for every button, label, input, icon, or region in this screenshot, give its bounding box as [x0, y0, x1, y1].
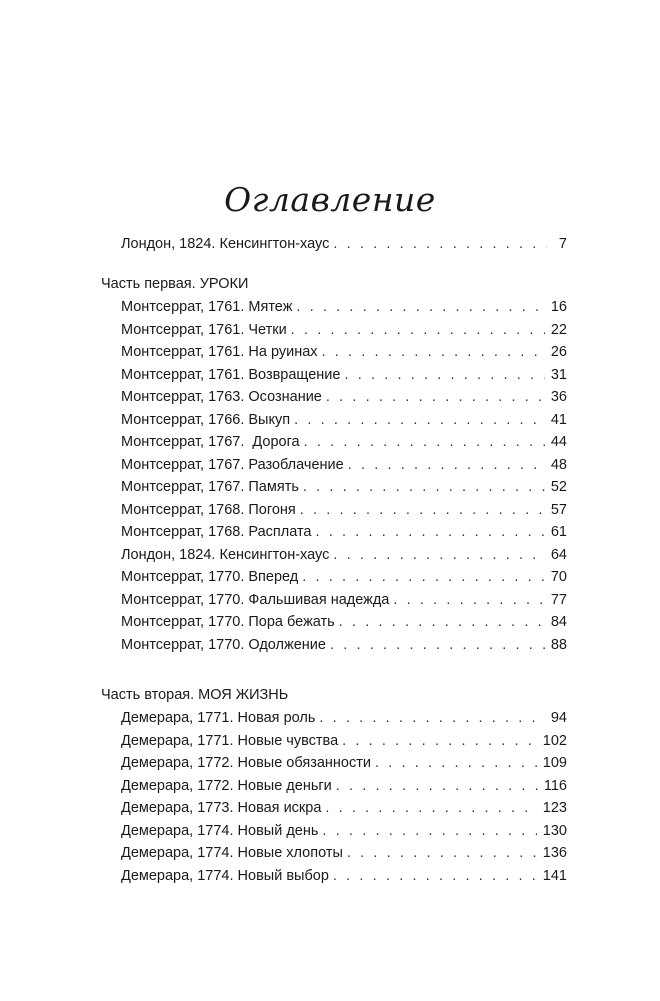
toc-entry-page: 26	[550, 344, 567, 360]
toc-entry-page: 41	[550, 411, 567, 428]
toc-entry-label: Демерара, 1772. Новые обязанности	[121, 755, 371, 771]
toc-entry[interactable]	[121, 730, 567, 752]
toc-entry-page: 22	[550, 321, 567, 338]
leader-dots	[333, 865, 537, 887]
leader-dots	[342, 730, 537, 752]
toc-entry-label: Монтсеррат, 1761. Мятеж	[121, 299, 293, 315]
toc-entry-label: Монтсеррат, 1768. Расплата	[121, 524, 312, 540]
leader-dots	[348, 454, 545, 476]
toc-entry-label: Демерара, 1774. Новый выбор	[121, 867, 329, 884]
toc-entry[interactable]	[121, 797, 567, 819]
toc-entry-label: Монтсеррат, 1770. Пора бежать	[121, 614, 335, 630]
toc-entry[interactable]	[121, 476, 567, 498]
toc-entry-page: 136	[542, 845, 567, 861]
toc-entry-page: 70	[550, 569, 567, 585]
toc-entry-page: 44	[550, 434, 567, 450]
toc-entry-page: 7	[558, 236, 567, 252]
toc-entry-page: 16	[550, 299, 567, 315]
toc-entry-page: 94	[550, 710, 567, 726]
toc-entry[interactable]	[121, 341, 567, 363]
toc-entry-page: 36	[550, 389, 567, 405]
toc-entry[interactable]	[121, 634, 567, 656]
leader-dots	[333, 544, 544, 566]
leader-dots	[302, 566, 545, 588]
leader-dots	[322, 341, 545, 363]
leader-dots	[339, 611, 545, 633]
toc-entry[interactable]	[121, 566, 567, 588]
toc-entry-page: 61	[550, 524, 567, 540]
toc-entry[interactable]	[121, 521, 567, 543]
toc-entry-page: 31	[550, 366, 567, 383]
toc-entry-page: 84	[550, 614, 567, 630]
toc-entry-page: 102	[542, 732, 567, 749]
toc-entry-page: 116	[543, 777, 567, 794]
toc-entry-label: Монтсеррат, 1770. Вперед	[121, 569, 299, 585]
toc-entry-label: Лондон, 1824. Кенсингтон-хаус	[121, 546, 330, 563]
toc-entry-label: Демерара, 1771. Новые чувства	[121, 732, 339, 749]
toc-entry-label: Лондон, 1824. Кенсингтон-хаус	[121, 236, 330, 252]
leader-dots	[325, 797, 536, 819]
toc-entry[interactable]	[121, 611, 567, 633]
toc-entry[interactable]	[121, 386, 567, 408]
toc-entry[interactable]	[121, 409, 567, 431]
toc-entry-label: Монтсеррат, 1770. Одолжение	[121, 636, 326, 653]
toc-entry-page: 64	[550, 546, 567, 563]
leader-dots	[304, 431, 545, 453]
leader-dots	[333, 233, 547, 255]
leader-dots	[316, 521, 545, 543]
leader-dots	[326, 386, 545, 408]
toc-entry-page: 48	[550, 456, 567, 473]
toc-entry-label: Демерара, 1774. Новый день	[121, 822, 319, 839]
toc-entry-label: Демерара, 1772. Новые деньги	[121, 777, 332, 794]
toc-entry-label: Монтсеррат, 1761. На руинах	[121, 344, 318, 360]
leader-dots	[330, 634, 545, 656]
leader-dots	[322, 820, 536, 842]
toc-entry-page: 88	[550, 636, 567, 653]
toc-entry[interactable]	[121, 499, 567, 521]
toc-entry-page: 123	[542, 800, 567, 816]
leader-dots	[294, 409, 545, 431]
toc-entry-label: Монтсеррат, 1770. Фальшивая надежда	[121, 591, 390, 608]
toc-entry-page: 57	[550, 501, 567, 518]
toc-entry[interactable]	[121, 707, 567, 729]
toc-entry-page: 141	[542, 867, 567, 884]
part-heading: Часть вторая. МОЯ ЖИЗНЬ	[101, 687, 289, 703]
toc-entry[interactable]	[121, 454, 567, 476]
page-title: Оглавление	[224, 180, 436, 219]
leader-dots	[347, 842, 537, 864]
leader-dots	[319, 707, 544, 729]
toc-entry[interactable]	[121, 319, 567, 341]
toc-entry-label: Демерара, 1771. Новая роль	[121, 710, 316, 726]
leader-dots	[393, 589, 544, 611]
toc-entry[interactable]	[121, 233, 567, 255]
leader-dots	[296, 296, 544, 318]
toc-entry[interactable]	[121, 865, 567, 887]
leader-dots	[303, 476, 545, 498]
toc-entry[interactable]	[121, 820, 567, 842]
toc-entry[interactable]	[121, 296, 567, 318]
toc-entry-label: Монтсеррат, 1766. Выкуп	[121, 411, 291, 428]
toc-entry-label: Монтсеррат, 1761. Четки	[121, 321, 287, 338]
toc-entry-label: Демерара, 1773. Новая искра	[121, 800, 322, 816]
toc-entry[interactable]	[121, 842, 567, 864]
leader-dots	[344, 364, 544, 386]
toc-entry-label: Монтсеррат, 1761. Возвращение	[121, 366, 341, 383]
toc-entry[interactable]	[121, 752, 567, 774]
toc-entry-label: Монтсеррат, 1767. Память	[121, 479, 299, 495]
toc-entry-label: Монтсеррат, 1767. Разоблачение	[121, 456, 344, 473]
leader-dots	[300, 499, 545, 521]
leader-dots	[375, 752, 537, 774]
toc-entry-label: Демерара, 1774. Новые хлопоты	[121, 845, 343, 861]
toc-entry-label: Монтсеррат, 1767. Дорога	[121, 434, 300, 450]
toc-entry[interactable]	[121, 589, 567, 611]
part-heading: Часть первая. УРОКИ	[101, 276, 249, 292]
leader-dots	[291, 319, 545, 341]
toc-entry-page: 109	[542, 755, 567, 771]
toc-entry-page: 77	[550, 591, 567, 608]
toc-entry[interactable]	[121, 544, 567, 566]
toc-entry[interactable]	[121, 431, 567, 453]
toc-entry-page: 52	[550, 479, 567, 495]
leader-dots	[336, 775, 538, 797]
toc-entry-label: Монтсеррат, 1763. Осознание	[121, 389, 322, 405]
toc-entry-page: 130	[542, 822, 567, 839]
toc-entry[interactable]	[121, 364, 567, 386]
toc-entry-label: Монтсеррат, 1768. Погоня	[121, 501, 296, 518]
toc-entry[interactable]	[121, 775, 567, 797]
